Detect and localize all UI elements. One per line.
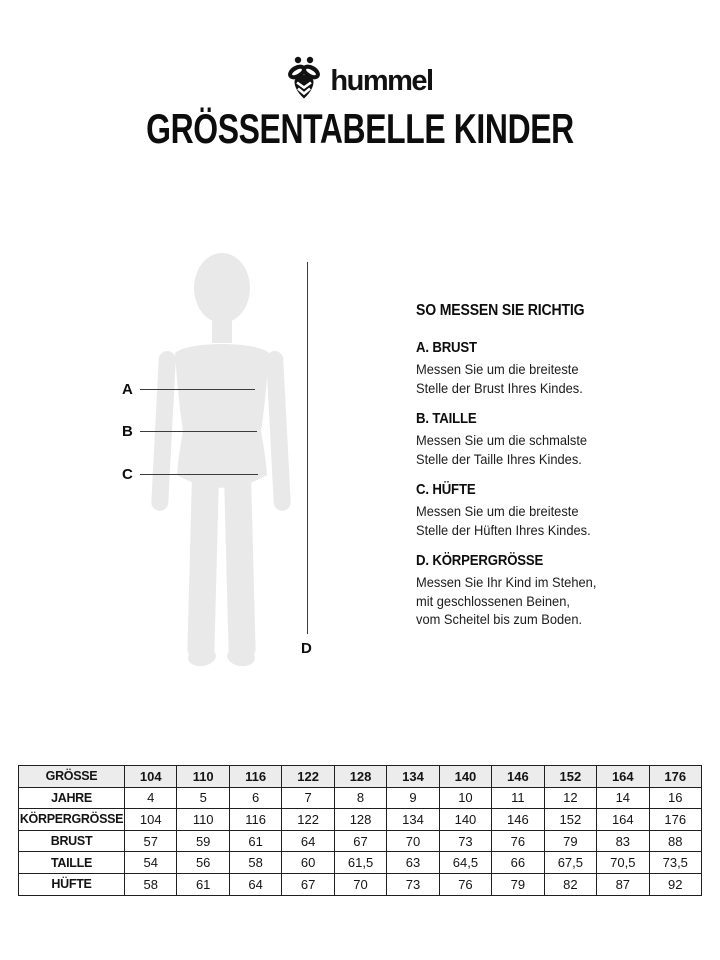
table-cell: 12 (544, 787, 596, 809)
instruction-text: vom Scheitel bis zum Boden. (416, 611, 583, 627)
table-cell: 9 (387, 787, 439, 809)
table-cell: 146 (492, 766, 544, 788)
table-cell: 140 (439, 809, 491, 831)
table-cell: 70 (334, 873, 386, 895)
table-row (19, 787, 702, 809)
table-cell: 64 (282, 830, 334, 852)
table-row (19, 830, 702, 852)
table-cell: 110 (177, 809, 229, 831)
marker-c-label: C (122, 466, 133, 483)
table-cell: 82 (544, 873, 596, 895)
table-cell: 164 (597, 809, 649, 831)
table-cell: 134 (387, 766, 439, 788)
table-cell: 64,5 (439, 852, 491, 874)
child-silhouette (100, 245, 340, 675)
instruction-text: mit geschlossenen Beinen, (416, 592, 570, 609)
table-cell: 5 (177, 787, 229, 809)
table-cell: 64 (229, 873, 281, 895)
table-cell: 11 (492, 787, 544, 809)
table-row (19, 809, 702, 831)
instruction-label: B. TAILLE (416, 410, 477, 427)
row-label: TAILLE (19, 852, 125, 874)
marker-a-label: A (122, 381, 133, 398)
table-cell: 164 (597, 766, 649, 788)
height-measure-line (307, 262, 308, 634)
table-cell: 104 (125, 766, 177, 788)
instruction-text: Stelle der Brust Ihres Kindes. (416, 379, 583, 396)
table-cell: 83 (597, 830, 649, 852)
table-cell: 92 (649, 873, 701, 895)
table-cell: 58 (229, 852, 281, 874)
table-cell: 57 (125, 830, 177, 852)
table-cell: 6 (229, 787, 281, 809)
marker-d-label: D (301, 640, 312, 657)
instruction-section-chest (416, 339, 626, 397)
table-cell: 7 (282, 787, 334, 809)
table-cell: 59 (177, 830, 229, 852)
brand-wordmark: hummel (330, 64, 433, 97)
instruction-text: Messen Sie um die schmalste (416, 432, 588, 448)
chest-measure-line (140, 389, 255, 390)
table-cell: 176 (649, 766, 701, 788)
table-cell: 8 (334, 787, 386, 809)
table-cell: 122 (282, 809, 334, 831)
table-row (19, 852, 702, 874)
instruction-label: C. HÜFTE (416, 481, 476, 498)
table-cell: 4 (125, 787, 177, 809)
instruction-label: A. BRUST (416, 339, 477, 356)
table-cell: 140 (439, 766, 491, 788)
table-row (19, 766, 702, 788)
instruction-section-waist (416, 410, 626, 468)
table-cell: 63 (387, 852, 439, 874)
row-label: HÜFTE (19, 873, 125, 895)
instructions-heading: SO MESSEN SIE RICHTIG (416, 302, 585, 319)
table-cell: 79 (492, 873, 544, 895)
table-cell: 146 (492, 809, 544, 831)
instruction-label: D. KÖRPERGRÖSSE (416, 552, 544, 569)
table-cell: 152 (544, 766, 596, 788)
instruction-text: Messen Sie um die breiteste (416, 503, 579, 519)
marker-b-label: B (122, 423, 133, 440)
instruction-text: Messen Sie Ihr Kind im Stehen, (416, 574, 597, 590)
table-cell: 56 (177, 852, 229, 874)
table-cell: 10 (439, 787, 491, 809)
table-cell: 128 (334, 809, 386, 831)
instruction-section-height (416, 552, 626, 629)
table-cell: 76 (492, 830, 544, 852)
table-cell: 66 (492, 852, 544, 874)
table-cell: 176 (649, 809, 701, 831)
table-cell: 73 (439, 830, 491, 852)
table-cell: 67 (282, 873, 334, 895)
hip-measure-line (140, 474, 258, 475)
table-cell: 60 (282, 852, 334, 874)
table-cell: 116 (229, 809, 281, 831)
table-cell: 58 (125, 873, 177, 895)
instruction-text: Stelle der Hüften Ihres Kindes. (416, 521, 591, 538)
table-cell: 104 (125, 809, 177, 831)
table-cell: 67,5 (544, 852, 596, 874)
table-cell: 54 (125, 852, 177, 874)
table-cell: 152 (544, 809, 596, 831)
table-cell: 88 (649, 830, 701, 852)
table-cell: 79 (544, 830, 596, 852)
row-label: JAHRE (19, 787, 125, 809)
table-cell: 110 (177, 766, 229, 788)
table-cell: 61 (229, 830, 281, 852)
table-cell: 61 (177, 873, 229, 895)
table-cell: 14 (597, 787, 649, 809)
instruction-text: Messen Sie um die breiteste (416, 361, 579, 377)
row-label: KÖRPERGRÖSSE (19, 809, 125, 831)
row-label: GRÖSSE (19, 766, 125, 788)
row-label: BRUST (19, 830, 125, 852)
waist-measure-line (140, 431, 257, 432)
table-cell: 73 (387, 873, 439, 895)
table-cell: 61,5 (334, 852, 386, 874)
table-cell: 116 (229, 766, 281, 788)
table-cell: 128 (334, 766, 386, 788)
table-cell: 76 (439, 873, 491, 895)
table-cell: 122 (282, 766, 334, 788)
size-table-body (19, 766, 702, 896)
table-cell: 70 (387, 830, 439, 852)
table-cell: 70,5 (597, 852, 649, 874)
measuring-instructions (416, 302, 626, 642)
size-table (18, 765, 702, 896)
table-cell: 87 (597, 873, 649, 895)
table-cell: 134 (387, 809, 439, 831)
table-cell: 16 (649, 787, 701, 809)
table-cell: 67 (334, 830, 386, 852)
page-title: GRÖSSENTABELLE KINDER (146, 105, 574, 152)
table-row (19, 873, 702, 895)
instruction-text: Stelle der Taille Ihres Kindes. (416, 450, 582, 467)
table-cell: 73,5 (649, 852, 701, 874)
instruction-section-hip (416, 481, 626, 539)
